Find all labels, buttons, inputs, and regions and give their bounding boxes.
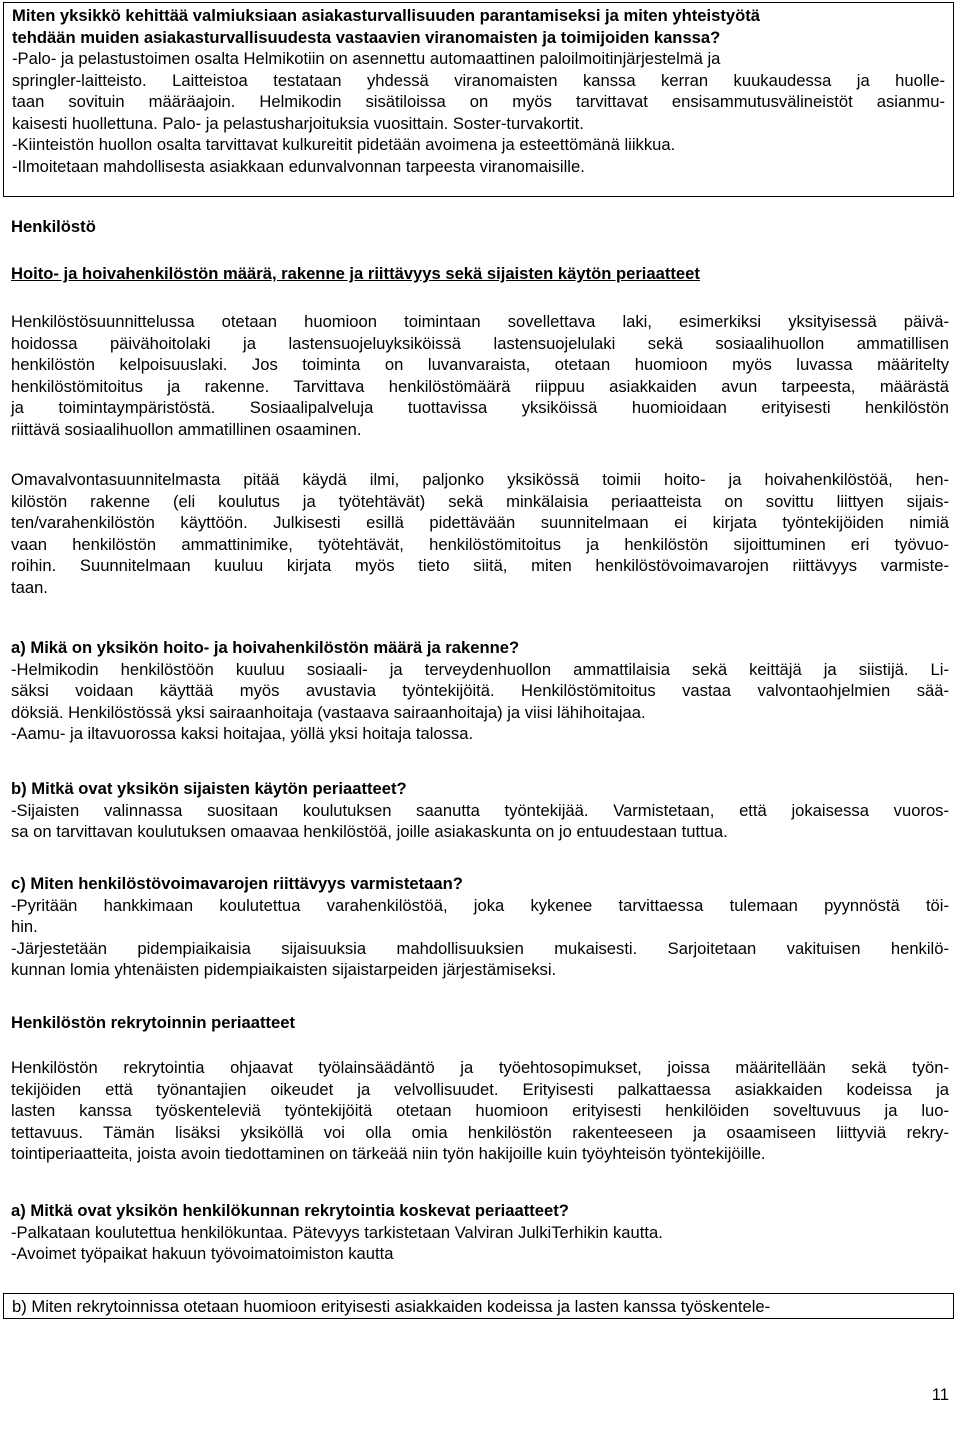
paragraph-line: tekijöiden että työnantajien oikeudet ja velvollisuudet. Erityisesti palkattaessa asiakkaiden kodeissa ja [11, 1079, 949, 1099]
question-block-recruitment [11, 1200, 949, 1265]
safety-answer-box [3, 2, 954, 197]
answer-line: -Sijaisten valinnassa suositaan koulutuksen saanutta työntekijää. Varmistetaan, että jokaisessa vuoros- [11, 800, 949, 820]
paragraph-line: tointiperiaatteita, joista avoin tiedottaminen on tärkeää niin työn hakijoille kuin työyhteisön työntekijöille. [11, 1144, 766, 1163]
paragraph-line: henkilöstön kelpoisuuslaki. Jos toiminta on luvanvaraista, otetaan huomioon myös luvassa määritelty [11, 355, 949, 374]
question-block-sufficiency [11, 873, 949, 981]
paragraph-omavalvonta [11, 469, 949, 598]
paragraph-line: taan. [11, 577, 48, 597]
box1-answer-line: -Palo- ja pelastustoimen osalta Helmikotiin on asennettu automaattinen paloilmoitinjärjestelmä ja [12, 49, 721, 68]
question-heading: a) Mikä on yksikön hoito- ja hoivahenkilöstön määrä ja rakenne? [11, 638, 520, 657]
box1-question-line: tehdään muiden asiakasturvallisuudesta vastaavien viranomaisten ja toimijoiden kanssa? [12, 27, 721, 47]
subsection-heading-hoito: Hoito- ja hoivahenkilöstön määrä, rakenne ja riittävyys sekä sijaisten käytön periaatteet [11, 264, 700, 283]
paragraph-line: roihin. Suunnitelmaan kuuluu kirjata myös tieto siitä, miten henkilöstövoimavarojen riittävyys varmiste- [11, 556, 949, 575]
box1-answer-line: -Ilmoitetaan mahdollisesta asiakkaan edunvalvonnan tarpeesta viranomaisille. [12, 156, 585, 176]
answer-line: -Järjestetään pidempiaikaisia sijaisuuksia mahdollisuuksien mukaisesti. Sarjoitetaan vakituisen henkilö- [11, 938, 949, 958]
paragraph-line: vaan henkilöstön ammattinimike, työtehtävät, henkilöstömitoitus ja henkilöstön sijoittuminen eri työvuo- [11, 534, 949, 554]
recruitment-question-box [3, 1293, 954, 1319]
box1-answer-line: kaisesti huollettuna. Palo- ja pelastusharjoituksia vuosittain. Soster-turvakortit. [12, 113, 584, 133]
question-heading: c) Miten henkilöstövoimavarojen riittävyys varmistetaan? [11, 874, 463, 893]
subsection-heading-rekrytointi: Henkilöstön rekrytoinnin periaatteet [11, 1013, 295, 1032]
paragraph-line: henkilöstömitoitus ja rakenne. Tarvittava henkilöstömäärä riippuu asiakkaiden avun tarpeesta, määrästä [11, 376, 949, 396]
paragraph-line: Omavalvontasuunnitelmasta pitää käydä ilmi, paljonko yksikössä toimii hoito- ja hoivahenkilöstöä, hen- [11, 470, 949, 489]
paragraph-line: lasten kanssa työskenteleviä työntekijöitä otetaan huomioon erityisesti henkilöiden soveltuvuus ja luo- [11, 1101, 949, 1120]
paragraph-line: ja toimintaympäristöstä. Sosiaalipalveluja tuottavissa yksiköissä huomioidaan erityisesti henkilöstön [11, 398, 949, 417]
box2-question-line: b) Miten rekrytoinnissa otetaan huomioon erityisesti asiakkaiden kodeissa ja lasten kanssa työskentele- [12, 1297, 771, 1316]
paragraph-staffing-law [11, 311, 949, 440]
question-block-staff-structure [11, 637, 949, 745]
page-number: 11 [931, 1385, 949, 1404]
answer-line: -Pyritään hankkimaan koulutettua varahenkilöstöä, joka kykenee tarvittaessa tulemaan pyynnöstä töi- [11, 895, 949, 915]
box1-question-line: Miten yksikkö kehittää valmiuksiaan asiakasturvallisuuden parantamiseksi ja miten yhteistyötä [12, 6, 760, 25]
answer-line: kunnan lomia yhtenäisten pidempiaikaisten sijaistarpeiden järjestämiseksi. [11, 960, 557, 979]
answer-line: -Palkataan koulutettua henkilökuntaa. Pätevyys tarkistetaan Valviran JulkiTerhikin kautta. [11, 1222, 663, 1242]
section-heading-henkilosto: Henkilöstö [11, 217, 96, 236]
answer-line: sa on tarvittavan koulutuksen omaavaa henkilöstöä, joille asiakaskunta on jo entuudestaan tuttua. [11, 822, 728, 841]
answer-line: -Helmikodin henkilöstöön kuuluu sosiaali- ja terveydenhuollon ammattilaisia sekä keittäjä ja siistijä. Li- [11, 659, 949, 679]
paragraph-line: Henkilöstön rekrytointia ohjaavat työlainsäädäntö ja työehtosopimukset, joissa määritellään sekä työn- [11, 1058, 949, 1077]
box1-answer-line: springler-laitteisto. Laitteistoa testataan yhdessä viranomaisten kanssa kerran kuukaudessa ja huolle- [12, 70, 945, 90]
answer-line: säksi voidaan käyttää myös avustavia työntekijöitä. Henkilöstömitoitus vastaa valvontaohjelmien sää- [11, 681, 949, 700]
answer-line: döksiä. Henkilöstössä yksi sairaanhoitaja (vastaava sairaanhoitaja) ja viisi lähihoitajaa. [11, 702, 646, 722]
answer-line: -Avoimet työpaikat hakuun työvoimatoimiston kautta [11, 1244, 394, 1263]
question-heading: b) Mitkä ovat yksikön sijaisten käytön periaatteet? [11, 779, 407, 798]
paragraph-line: tettavuus. Tämän lisäksi yksiköllä voi olla omia henkilöstön rakenteeseen ja osaamiseen liittyviä rekry- [11, 1122, 949, 1142]
paragraph-line: kilöstön rakenne (eli koulutus ja työtehtävät) sekä minkälaisia periaatteista on sovittu liittyen sijais- [11, 491, 949, 511]
box1-answer-line: taan sovituin määräajoin. Helmikodin sisätiloissa on myös tarvittavat ensisammutusvälineistöt asianmu- [12, 92, 945, 111]
question-block-substitutes [11, 778, 949, 843]
paragraph-line: riittävä sosiaalihuollon ammatillinen osaaminen. [11, 419, 362, 439]
paragraph-line: ten/varahenkilöstön käyttöön. Julkisesti esillä pidettävään suunnitelmaan ei kirjata työntekijöiden nimiä [11, 513, 949, 532]
box1-answer-line: -Kiinteistön huollon osalta tarvittavat kulkureitit pidetään avoimena ja esteettömänä liikkua. [12, 135, 676, 154]
question-heading: a) Mitkä ovat yksikön henkilökunnan rekrytointia koskevat periaatteet? [11, 1201, 569, 1220]
paragraph-line: Henkilöstösuunnittelussa otetaan huomioon toimintaan sovellettava laki, esimerkiksi yksityisessä päivä- [11, 312, 949, 331]
answer-line: -Aamu- ja iltavuorossa kaksi hoitajaa, yöllä yksi hoitaja talossa. [11, 724, 474, 743]
paragraph-rekrytointi [11, 1057, 949, 1165]
answer-line: hin. [11, 917, 38, 936]
paragraph-line: hoidossa päivähoitolaki ja lastensuojeluyksiköissä lastensuojelulaki sekä sosiaalihuollon ammatillisen [11, 333, 949, 353]
